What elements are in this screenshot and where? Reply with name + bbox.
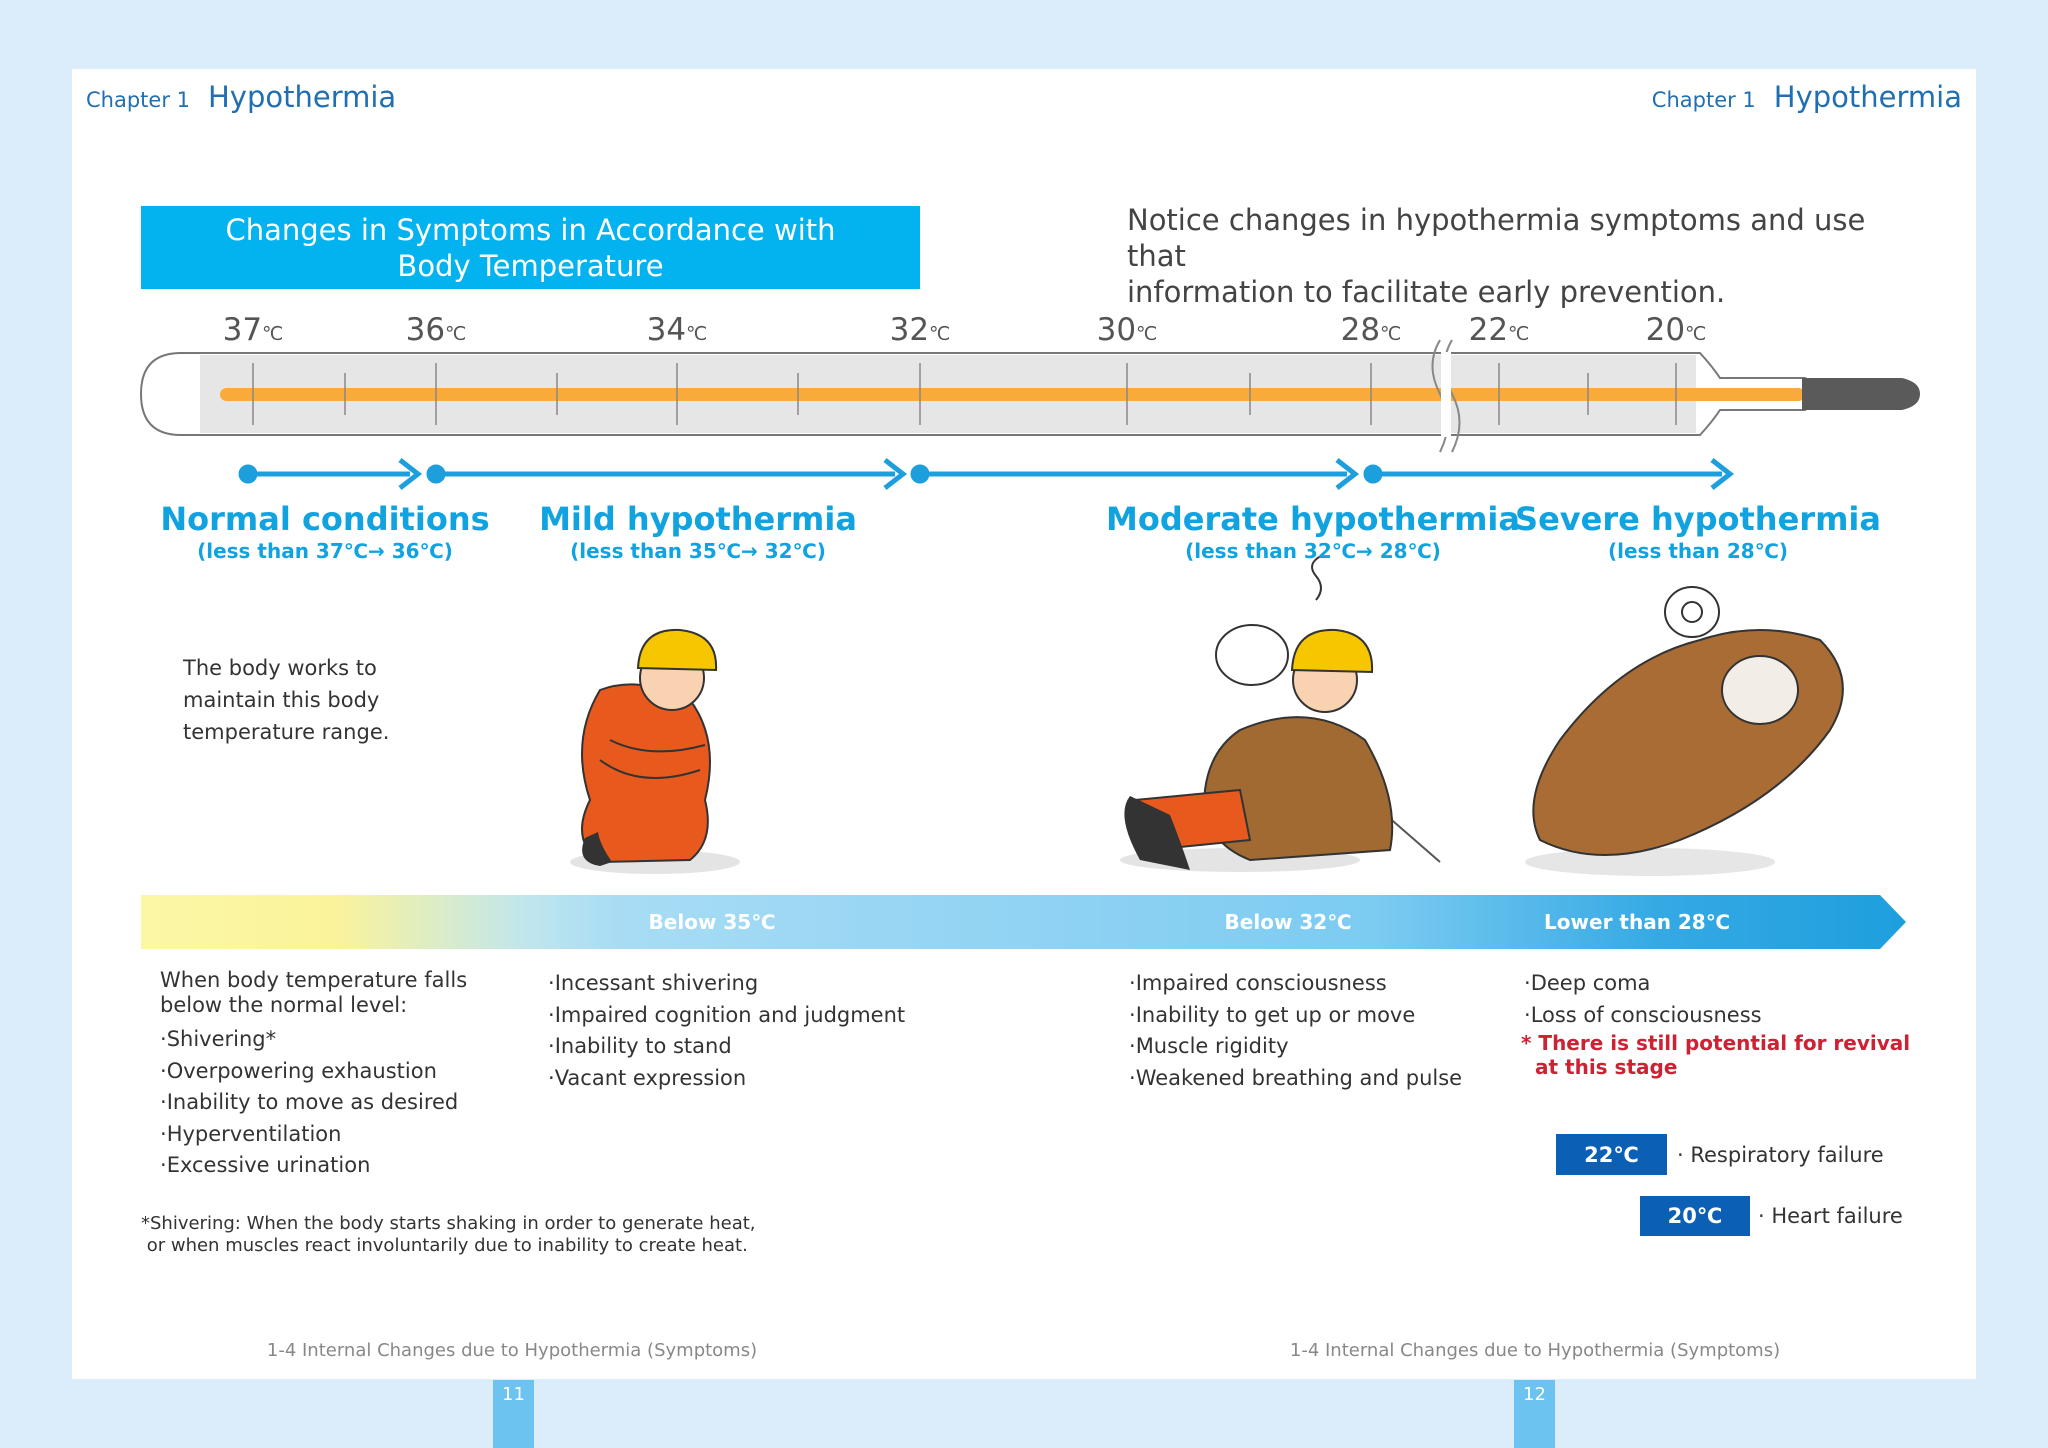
severe-symptom-list bbox=[1521, 968, 1911, 1079]
mercury-bar bbox=[220, 388, 1805, 401]
temp-value: 20 bbox=[1645, 312, 1686, 348]
person-wrapped-lying-illustration bbox=[1525, 587, 1843, 876]
temp-unit: ℃ bbox=[929, 323, 951, 345]
stage-range: (less than 35℃→ 32℃) bbox=[570, 539, 826, 563]
temp-tick-label bbox=[223, 312, 284, 348]
stage-name: Moderate hypothermia bbox=[1106, 500, 1520, 538]
list-item: · Impaired cognition and judgment bbox=[548, 1000, 905, 1032]
failure-label: · Respiratory failure bbox=[1677, 1142, 1884, 1167]
temp-value: 32 bbox=[889, 312, 930, 348]
chapter-label: Chapter 1 bbox=[1651, 88, 1756, 112]
list-item: · Deep coma bbox=[1524, 968, 1910, 1000]
temp-value: 22 bbox=[1468, 312, 1509, 348]
stage-name: Mild hypothermia bbox=[539, 500, 857, 538]
chapter-label: Chapter 1 bbox=[86, 88, 190, 112]
page-footer-right: 1-4 Internal Changes due to Hypothermia (Symptoms) bbox=[1289, 1340, 1781, 1361]
temp-badge: 22℃ bbox=[1556, 1134, 1667, 1175]
list-item: · Impaired consciousness bbox=[1129, 968, 1462, 1000]
temp-tick-label bbox=[1341, 312, 1402, 348]
footnote-line: *Shivering: When the body starts shaking in order to generate heat, bbox=[141, 1213, 756, 1234]
notice-line: information to facilitate early prevention. bbox=[1127, 275, 1726, 309]
list-item: · Loss of consciousness bbox=[1524, 1000, 1910, 1032]
temp-tick-label bbox=[1469, 312, 1530, 348]
section-title-line: Changes in Symptoms in Accordance with bbox=[225, 212, 836, 247]
worker-shivering-illustration bbox=[570, 630, 740, 874]
band-label-below-35: Below 35℃ bbox=[648, 910, 776, 934]
normal-symptom-list bbox=[160, 968, 467, 1182]
temp-unit: ℃ bbox=[1380, 323, 1402, 345]
band-label-below-32: Below 32℃ bbox=[1224, 910, 1352, 934]
band-label-lower-28: Lower than 28℃ bbox=[1544, 910, 1730, 934]
normal-conditions-note bbox=[183, 652, 389, 748]
temp-value: 28 bbox=[1340, 312, 1381, 348]
revival-note: at this stage bbox=[1535, 1055, 1678, 1079]
temp-unit: ℃ bbox=[686, 323, 708, 345]
list-item: · Inability to move as desired bbox=[160, 1087, 467, 1119]
list-item: · Excessive urination bbox=[160, 1150, 467, 1182]
stage-normal bbox=[160, 500, 489, 563]
stage-range: (less than 37℃→ 36℃) bbox=[197, 539, 453, 563]
temp-unit: ℃ bbox=[445, 323, 467, 345]
temp-badge: 20℃ bbox=[1640, 1196, 1750, 1236]
stage-arrows bbox=[239, 460, 1730, 488]
list-lead-line: When body temperature falls bbox=[160, 968, 468, 992]
list-item: · Weakened breathing and pulse bbox=[1129, 1063, 1462, 1095]
respiratory-failure-row bbox=[1556, 1134, 1884, 1175]
stage-moderate bbox=[1106, 500, 1520, 563]
heart-failure-row bbox=[1640, 1196, 1903, 1236]
note-line: The body works to bbox=[183, 656, 377, 680]
temp-unit: ℃ bbox=[262, 323, 284, 345]
list-lead-line: below the normal level: bbox=[160, 993, 408, 1017]
footnote-line: or when muscles react involuntarily due to inability to create heat. bbox=[141, 1235, 748, 1256]
temp-value: 34 bbox=[646, 312, 687, 348]
stage-name: Severe hypothermia bbox=[1515, 500, 1881, 538]
list-item: · Hyperventilation bbox=[160, 1119, 467, 1151]
page-footer-left: 1-4 Internal Changes due to Hypothermia (Symptoms) bbox=[266, 1340, 758, 1361]
mild-symptom-list bbox=[548, 968, 905, 1094]
list-item: · Overpowering exhaustion bbox=[160, 1056, 467, 1088]
list-item: · Muscle rigidity bbox=[1129, 1031, 1462, 1063]
thermometer-bulb bbox=[1802, 378, 1920, 410]
temp-value: 37 bbox=[222, 312, 263, 348]
temp-tick-label bbox=[406, 312, 467, 348]
page-number-left: 11 bbox=[493, 1380, 534, 1448]
note-line: temperature range. bbox=[183, 720, 390, 744]
stage-range: (less than 28℃) bbox=[1607, 539, 1789, 563]
chapter-title: Hypothermia bbox=[208, 80, 397, 114]
temp-value: 30 bbox=[1096, 312, 1137, 348]
chapter-title: Hypothermia bbox=[1773, 80, 1962, 114]
worker-blanket-sitting-illustration bbox=[1120, 556, 1440, 872]
list-item: · Inability to stand bbox=[548, 1031, 905, 1063]
section-title-line: Body Temperature bbox=[397, 248, 664, 283]
list-item: · Incessant shivering bbox=[548, 968, 905, 1000]
temp-unit: ℃ bbox=[1685, 323, 1707, 345]
list-item: · Shivering* bbox=[160, 1024, 467, 1056]
temp-tick-label bbox=[890, 312, 951, 348]
revival-note: * There is still potential for revival bbox=[1521, 1031, 1911, 1055]
list-lead bbox=[160, 968, 467, 1018]
temp-unit: ℃ bbox=[1508, 323, 1530, 345]
temp-tick-label bbox=[1097, 312, 1158, 348]
moderate-symptom-list bbox=[1129, 968, 1462, 1094]
temp-tick-label bbox=[647, 312, 708, 348]
list-item: · Vacant expression bbox=[548, 1063, 905, 1095]
temp-unit: ℃ bbox=[1136, 323, 1158, 345]
note-line: maintain this body bbox=[183, 688, 380, 712]
page-number-right: 12 bbox=[1514, 1380, 1555, 1448]
shivering-footnote bbox=[141, 1213, 756, 1257]
temp-value: 36 bbox=[405, 312, 446, 348]
list-item: · Inability to get up or move bbox=[1129, 1000, 1462, 1032]
failure-label: · Heart failure bbox=[1758, 1204, 1903, 1228]
stage-severe bbox=[1515, 500, 1881, 563]
stage-mild bbox=[539, 500, 857, 563]
stage-range: (less than 32℃→ 28℃) bbox=[1185, 539, 1441, 563]
stage-name: Normal conditions bbox=[160, 500, 490, 538]
notice-line: Notice changes in hypothermia symptoms and use that bbox=[1127, 203, 1866, 273]
temp-tick-label bbox=[1646, 312, 1707, 348]
